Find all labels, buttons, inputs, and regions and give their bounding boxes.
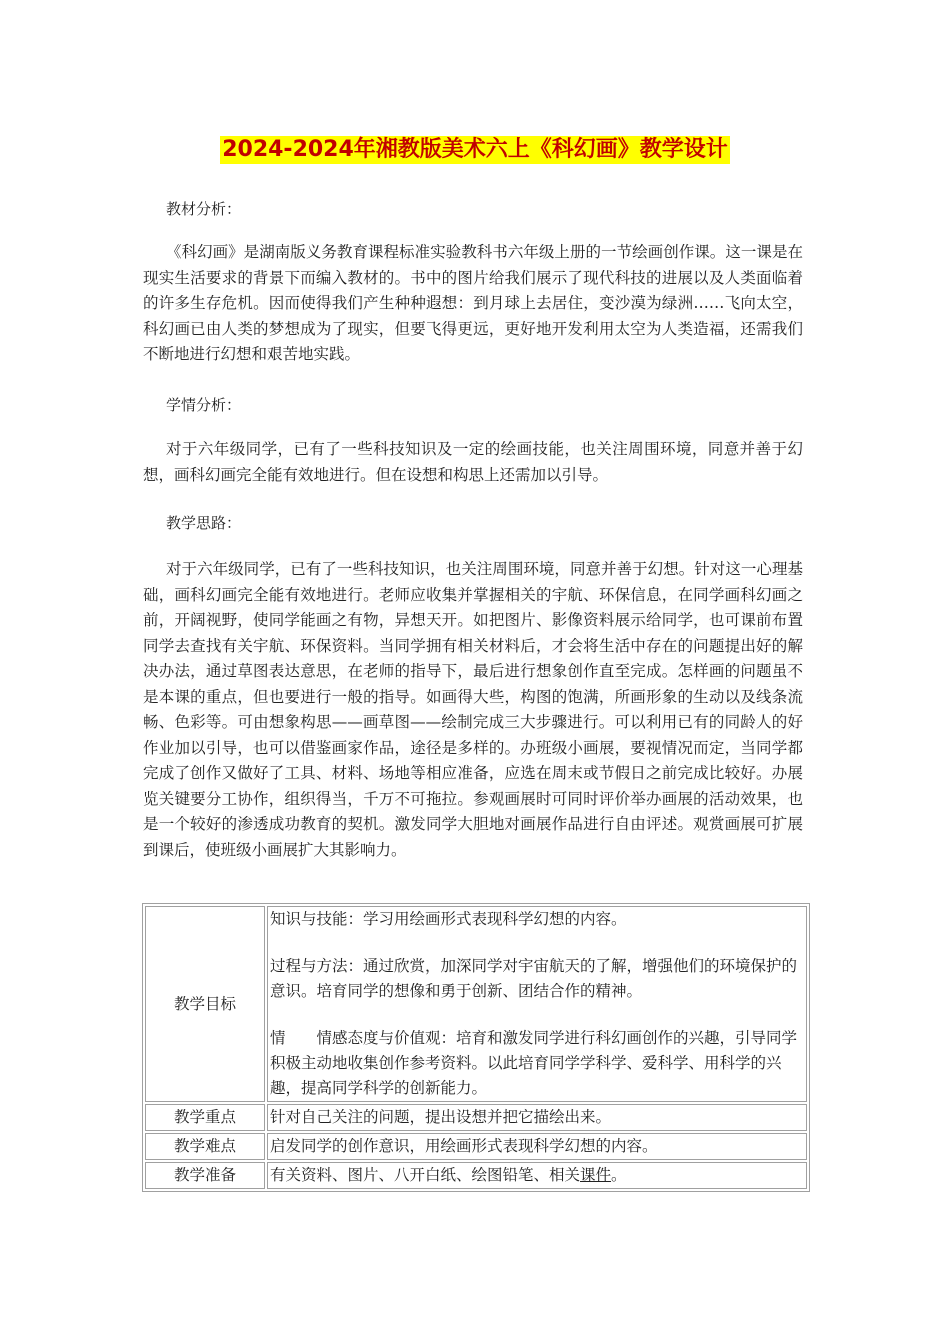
courseware-link[interactable]: 课件: [580, 1166, 612, 1184]
section-heading-teaching-approach: 教学思路：: [166, 514, 242, 532]
section-body-teaching-approach: 对于六年级同学，已有了一些科技知识，也关注周围环境，同意并善于幻想。针对这一心理基础，画科幻画完全能有效地进行。老师应收集并掌握相关的宇航、环保信息，在同学画科幻画之前，开阔视野，使同学能画之有物，异想天开。如把图片、影像资料展示给同学，也可课前布置同学去查找有关宇航、环保资料。当同学拥有相关材料后，才会将生活中存在的问题提出好的解决办法，通过草图表达意思，在老师的指导下，最后进行想象创作直至完成。怎样画的问题虽不是本课的重点，但也要进行一般的指导。如画得大些，构图的饱满，所画形象的生动以及线条流畅、色彩等。可由想象构思——画草图——绘制完成三大步骤进行。可以利用已有的同龄人的好作业加以引导，也可以借鉴画家作品，途径是多样的。办班级小画展，要视情况而定，当同学都完成了创作又做好了工具、材料、场地等相应准备，应选在周末或节假日之前完成比较好。办展览关键要分工协作，组织得当，千万不可拖拉。参观画展时可同时评价举办画展的活动效果，也是一个较好的渗透成功教育的契机。激发同学大胆地对画展作品进行自由评述。观赏画展可扩展到课后，使班级小画展扩大其影响力。: [143, 560, 803, 859]
focus-value: 针对自己关注的问题，提出设想并把它描绘出来。: [267, 1104, 807, 1131]
difficulty-label: 教学难点: [145, 1133, 265, 1160]
objective-process: 过程与方法：通过欣赏，加深同学对宇宙航天的了解，增强他们的环境保护的意识。培育同学的想像和勇于创新、团结合作的精神。: [270, 957, 798, 1000]
preparation-cell: [267, 1162, 807, 1189]
objective-attitude: 情 情感态度与价值观：培育和激发同学进行科幻画创作的兴趣，引导同学积极主动地收集创作参考资料。以此培育同学学科学、爱科学、用科学的兴趣，提高同学科学的创新能力。: [270, 1029, 798, 1097]
focus-label: 教学重点: [145, 1104, 265, 1131]
section-body-student-analysis: 对于六年级同学，已有了一些科技知识及一定的绘画技能，也关注周围环境，同意并善于幻想，画科幻画完全能有效地进行。但在设想和构思上还需加以引导。: [143, 440, 803, 484]
objectives-cell: [267, 906, 807, 1102]
preparation-value: 有关资料、图片、八开白纸、绘图铅笔、相关: [270, 1166, 581, 1184]
difficulty-value: 启发同学的创作意识，用绘画形式表现科学幻想的内容。: [267, 1133, 807, 1160]
lesson-plan-table: [142, 903, 810, 1192]
preparation-label: 教学准备: [145, 1162, 265, 1189]
table-row: [145, 906, 807, 1102]
section-heading-student-analysis: 学情分析：: [166, 396, 242, 414]
document-title: 2024-2024年湘教版美术六上《科幻画》教学设计: [222, 137, 728, 162]
table-row: [145, 1104, 807, 1131]
table-row: [145, 1133, 807, 1160]
objective-knowledge: 知识与技能：学习用绘画形式表现科学幻想的内容。: [270, 910, 627, 928]
preparation-suffix: 。: [611, 1166, 627, 1184]
table-row: [145, 1162, 807, 1189]
section-heading-material-analysis: 教材分析：: [166, 200, 242, 218]
objectives-label: 教学目标: [145, 906, 265, 1102]
section-body-material-analysis: 《科幻画》是湖南版义务教育课程标准实验教科书六年级上册的一节绘画创作课。这一课是在现实生活要求的背景下而编入教材的。书中的图片给我们展示了现代科技的进展以及人类面临着的许多生存危机。因而使得我们产生种种遐想：到月球上去居住，变沙漠为绿洲……飞向太空，科幻画已由人类的梦想成为了现实，但要飞得更远，更好地开发利用太空为人类造福，还需我们不断地进行幻想和艰苦地实践。: [143, 243, 803, 363]
